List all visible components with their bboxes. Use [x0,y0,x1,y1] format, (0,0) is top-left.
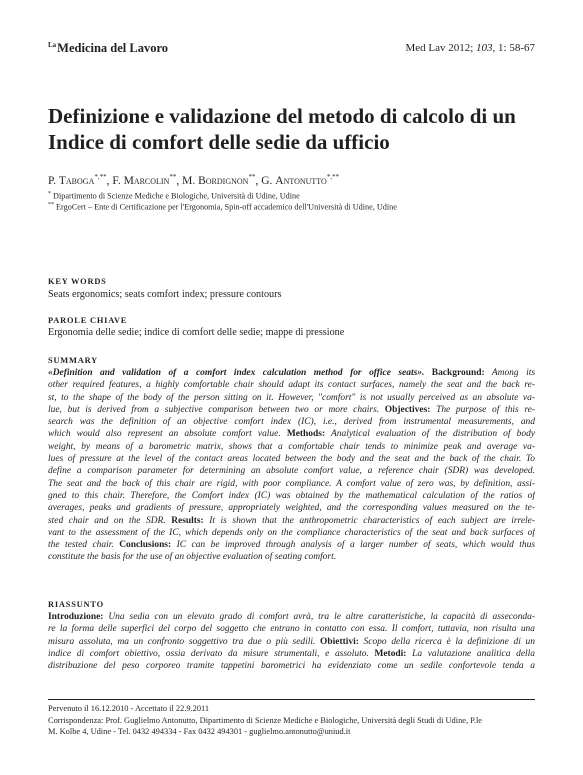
parole-chiave-text: Ergonomia delle sedie; indice di comfort delle sedie; mappe di pressione [48,327,345,338]
author-1-initial: P. [48,174,59,187]
summary-text: lue, but is derived from a subjective comparison between two or more chairs. [48,404,380,415]
riassunto-text: La valutazione analitica della [406,648,535,659]
author-list [48,173,543,187]
summary-line [48,441,535,453]
journal-name [48,41,168,56]
summary-line [48,367,535,379]
summary-line [48,392,535,404]
author-2-initial: , F. [106,174,124,187]
riassunto-line [48,611,535,623]
summary-text: other required features, a highly comfortable chair should adapt its contact surfaces, namely the seat and the back re- [48,380,535,391]
author-3-name: Bordignon [198,174,249,187]
background-label: Background: [424,368,485,378]
running-head [48,41,535,57]
summary-line [48,551,535,563]
citation-pages: , 1: 58-67 [492,42,535,54]
summary-text: the tested chair. [48,540,114,551]
riassunto-text: distribuzione del peso corporeo tramite tappetini barometrici ha evidenziato come un sedile confortevole tenda a [48,661,535,672]
citation-volume: 103 [476,42,493,54]
summary-line [48,539,535,551]
summary-text: The purpose of this re- [430,404,535,415]
summary-text: search was the definition of an objective comfort index (IC), i.e., derived from instrumental measurements, and [48,417,535,428]
correspondence-line-2: M. Kolbe 4, Udine - Tel. 0432 494334 - Fax 0432 494301 - guglielmo.antonutto@uniud.it [48,727,351,736]
author-2-affil-mark: ** [169,173,177,181]
received-accepted-dates: Pervenuto il 16.12.2010 - Accettato il 22.9.2011 [48,704,210,713]
correspondence-line-1: Corrispondenza: Prof. Guglielmo Antonutto, Dipartimento di Scienze Mediche e Biologiche, Università degli Studi di Udine, P.le [48,716,483,725]
summary-text: lues of pressure at the level of the contact areas located between the body and the seat and the back of the chair. To [48,454,535,465]
title-line-2: Indice di comfort delle sedie da ufficio [48,130,390,154]
summary-title: «Definition and validation of a comfort index calculation method for office seats». [48,368,425,378]
summary-text: Among its [484,368,535,378]
summary-abstract [48,367,535,564]
affiliation-2 [48,202,543,212]
keywords-text: Seats ergonomics; seats comfort index; pressure contours [48,289,282,300]
riassunto-line [48,648,535,660]
summary-text: constitute the basis for the use of an objective evaluation of seating comfort. [48,552,337,563]
riassunto-abstract [48,611,535,672]
summary-line [48,428,535,440]
journal-name-prefix: La [48,41,57,49]
riassunto-text: Scopo della ricerca è la definizione di un [358,636,535,647]
summary-line [48,404,535,416]
correspondence-note [48,715,535,737]
riassunto-line [48,636,535,648]
author-3-affil-mark: ** [248,173,256,181]
summary-text: sted chair and on the SDR. [48,515,166,526]
author-1-name: Taboga [58,174,95,187]
results-label: Results: [165,515,204,526]
article-title [48,103,535,155]
summary-text: It is shown that the anthropometric characteristics of each subject are irrele- [203,515,535,526]
summary-text: weight, by means of a barometric matrix, shows that a comfortable chair tends to minimize peak and average va- [48,441,535,452]
summary-line [48,453,535,465]
riassunto-line [48,660,535,672]
summary-text: averages, peaks and gradients of pressure, appropriately weighted, and the corresponding values measured on the te- [48,503,535,514]
summary-text: define a comparison parameter for determining an absolute comfort value, a reference chair (SDR) was developed. [48,466,535,477]
citation-year: Med Lav 2012; [405,42,477,54]
riassunto-heading: RIASSUNTO [48,600,104,609]
journal-citation [405,42,535,54]
affiliation-1-text: Dipartimento di Scienze Mediche e Biologiche, Università di Udine, Udine [51,191,300,201]
summary-heading: SUMMARY [48,356,98,365]
summary-line [48,379,535,391]
summary-line [48,502,535,514]
author-4-initial: , G. [255,174,276,187]
summary-text: The seat and the back of this chair are rigid, with poor compliance. A comfort value of zero was, by definition, assi- [48,478,535,489]
riassunto-line [48,623,535,635]
riassunto-text: indice di comfort obiettivo, ossia derivato da misure strumentali, e assoluto. [48,648,369,659]
keywords-heading: KEY WORDS [48,277,107,286]
riassunto-text: Una sedia con un elevato grado di comfort avrà, tra le altre caratteristiche, la capacità di asseconda- [103,612,535,622]
author-3-initial: , M. [176,174,199,187]
title-line-1: Definizione e validazione del metodo di calcolo di un [48,104,516,128]
objectives-label: Objectives: [379,404,431,415]
summary-text: which would also represent an absolute comfort value. [48,429,281,440]
summary-text: IC can be improved through analysis of a larger number of seats, which would thus [171,540,535,551]
summary-line [48,527,535,539]
summary-text: Analytical evaluation of the distribution of body [325,429,535,440]
author-4-affil-mark: *,** [326,173,340,181]
conclusions-label: Conclusions: [113,540,172,551]
author-1-affil-mark: *,** [94,173,107,181]
affiliation-1-mark: * [48,191,51,197]
summary-line [48,515,535,527]
affiliation-2-text: ErgoCert – Ente di Certificazione per l'Ergonomia, Spin-off accademico dell'Università di Udine, Udine [54,202,397,212]
riassunto-text: re la forma delle superfici del corpo del soggetto che entrano in contatto con essa. Il comfort, tuttavia, non risulta una [48,624,535,635]
affiliation-2-mark: ** [48,202,54,208]
summary-text: gned to this chair. Therefore, the Comfort index (IC) was obtained by the mathematical calculation of the ratios of [48,490,535,501]
summary-line [48,465,535,477]
summary-line [48,416,535,428]
summary-text: st, to the shape of the body of the person sitting on it. However, "comfort" is not usually perceived as an absolute va- [48,392,535,403]
footnote-divider [48,699,535,700]
methods-label: Methods: [280,429,326,440]
introduzione-label: Introduzione: [48,612,104,622]
riassunto-text: misura assoluta, ma un confronto soggettivo tra due o più sedili. [48,636,316,647]
parole-chiave-heading: PAROLE CHIAVE [48,316,128,325]
journal-name-text: Medicina del Lavoro [57,41,169,56]
metodi-label: Metodi: [368,648,407,659]
summary-line [48,490,535,502]
author-4-name: Antonutto [275,174,327,187]
affiliation-1 [48,191,543,201]
obiettivi-label: Obiettivi: [315,636,359,647]
author-2-name: Marcolin [123,174,170,187]
summary-text: vant to the assessment of the IC, which depends only on the compliance characteristics of the seat and back surfaces of [48,527,535,538]
summary-line [48,478,535,490]
